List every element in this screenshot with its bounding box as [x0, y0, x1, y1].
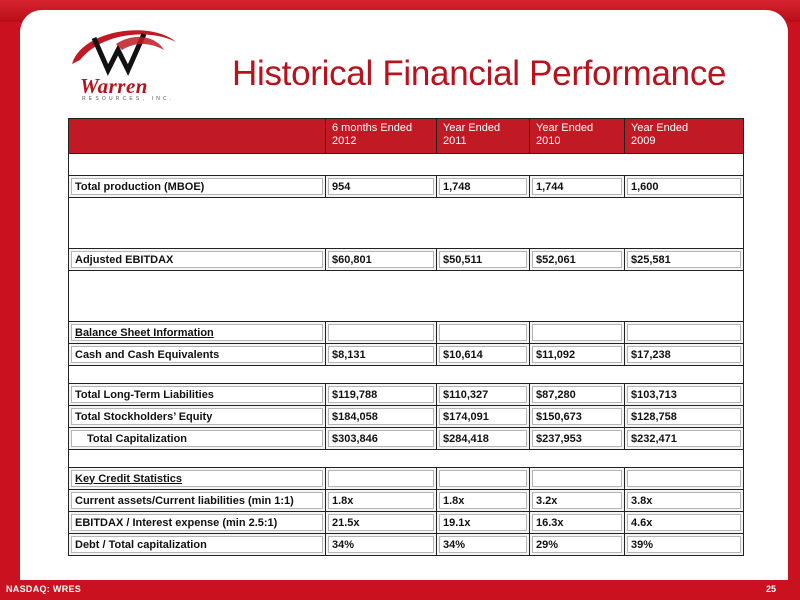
table-cell: $184,058 [326, 406, 437, 428]
table-cell: $87,280 [530, 384, 625, 406]
section-header-row [69, 322, 744, 344]
spacer-row [69, 450, 744, 468]
table-cell [437, 322, 530, 344]
table-header-row [69, 119, 744, 154]
table-cell [625, 322, 744, 344]
table-cell: 1.8x [326, 490, 437, 512]
table-cell: 954 [326, 176, 437, 198]
table-cell: 29% [530, 534, 625, 556]
footer-ticker: NASDAQ: WRES [6, 584, 82, 594]
header-cell: Year Ended 2011 [437, 119, 530, 154]
spacer-row [69, 271, 744, 322]
table-cell: $52,061 [530, 249, 625, 271]
page-title: Historical Financial Performance [232, 54, 727, 93]
header-cell: Year Ended 2009 [625, 119, 744, 154]
table-cell: 1,744 [530, 176, 625, 198]
page-number: 25 [765, 584, 776, 594]
table-cell: 34% [437, 534, 530, 556]
section-header-row [69, 468, 744, 490]
table-cell: $50,511 [437, 249, 530, 271]
table-cell: 1,748 [437, 176, 530, 198]
row-label: Total production (MBOE) [69, 176, 326, 198]
row-label: Total Long-Term Liabilities [69, 384, 326, 406]
header-cell-blank [69, 119, 326, 154]
table-row [69, 384, 744, 406]
table-cell: $284,418 [437, 428, 530, 450]
table-cell: $10,614 [437, 344, 530, 366]
logo-subtitle: RESOURCES, INC. [82, 96, 175, 102]
table-row [69, 428, 744, 450]
table-cell [326, 322, 437, 344]
table-cell [326, 468, 437, 490]
logo-wordmark: Warren [80, 74, 148, 98]
table-cell: 21.5x [326, 512, 437, 534]
spacer-row [69, 154, 744, 176]
table-cell [530, 468, 625, 490]
table-cell: $150,673 [530, 406, 625, 428]
table-cell: $17,238 [625, 344, 744, 366]
header-cell: 6 months Ended 2012 [326, 119, 437, 154]
row-label: Debt / Total capitalization [69, 534, 326, 556]
table-cell: $110,327 [437, 384, 530, 406]
table-cell: $237,953 [530, 428, 625, 450]
table-row [69, 490, 744, 512]
spacer-row [69, 198, 744, 249]
table-cell: 39% [625, 534, 744, 556]
table-cell: $174,091 [437, 406, 530, 428]
row-label: Cash and Cash Equivalents [69, 344, 326, 366]
table-row [69, 176, 744, 198]
row-label: Adjusted EBITDAX [69, 249, 326, 271]
table-row [69, 512, 744, 534]
table-cell: 16.3x [530, 512, 625, 534]
table-cell: 3.8x [625, 490, 744, 512]
row-label: Total Capitalization [69, 428, 326, 450]
table-cell [437, 468, 530, 490]
row-label: Total Stockholders’ Equity [69, 406, 326, 428]
table-cell: $103,713 [625, 384, 744, 406]
table-cell: 3.2x [530, 490, 625, 512]
header-cell: Year Ended 2010 [530, 119, 625, 154]
financial-table [68, 118, 743, 556]
section-title: Balance Sheet Information [69, 322, 326, 344]
table-cell: 1.8x [437, 490, 530, 512]
row-label: Current assets/Current liabilities (min 1:1) [69, 490, 326, 512]
table-cell: 1,600 [625, 176, 744, 198]
table-cell: $119,788 [326, 384, 437, 406]
section-title: Key Credit Statistics [69, 468, 326, 490]
table-cell: $60,801 [326, 249, 437, 271]
table-row [69, 344, 744, 366]
table-cell [625, 468, 744, 490]
table-cell [530, 322, 625, 344]
table-cell: $25,581 [625, 249, 744, 271]
table-row [69, 406, 744, 428]
table-cell: $8,131 [326, 344, 437, 366]
table-cell: $128,758 [625, 406, 744, 428]
table-cell: 19.1x [437, 512, 530, 534]
table-cell: 34% [326, 534, 437, 556]
table-cell: $232,471 [625, 428, 744, 450]
table-cell: $11,092 [530, 344, 625, 366]
table-row [69, 249, 744, 271]
table-cell: 4.6x [625, 512, 744, 534]
table-cell: $303,846 [326, 428, 437, 450]
row-label: EBITDAX / Interest expense (min 2.5:1) [69, 512, 326, 534]
table-row [69, 534, 744, 556]
spacer-row [69, 366, 744, 384]
